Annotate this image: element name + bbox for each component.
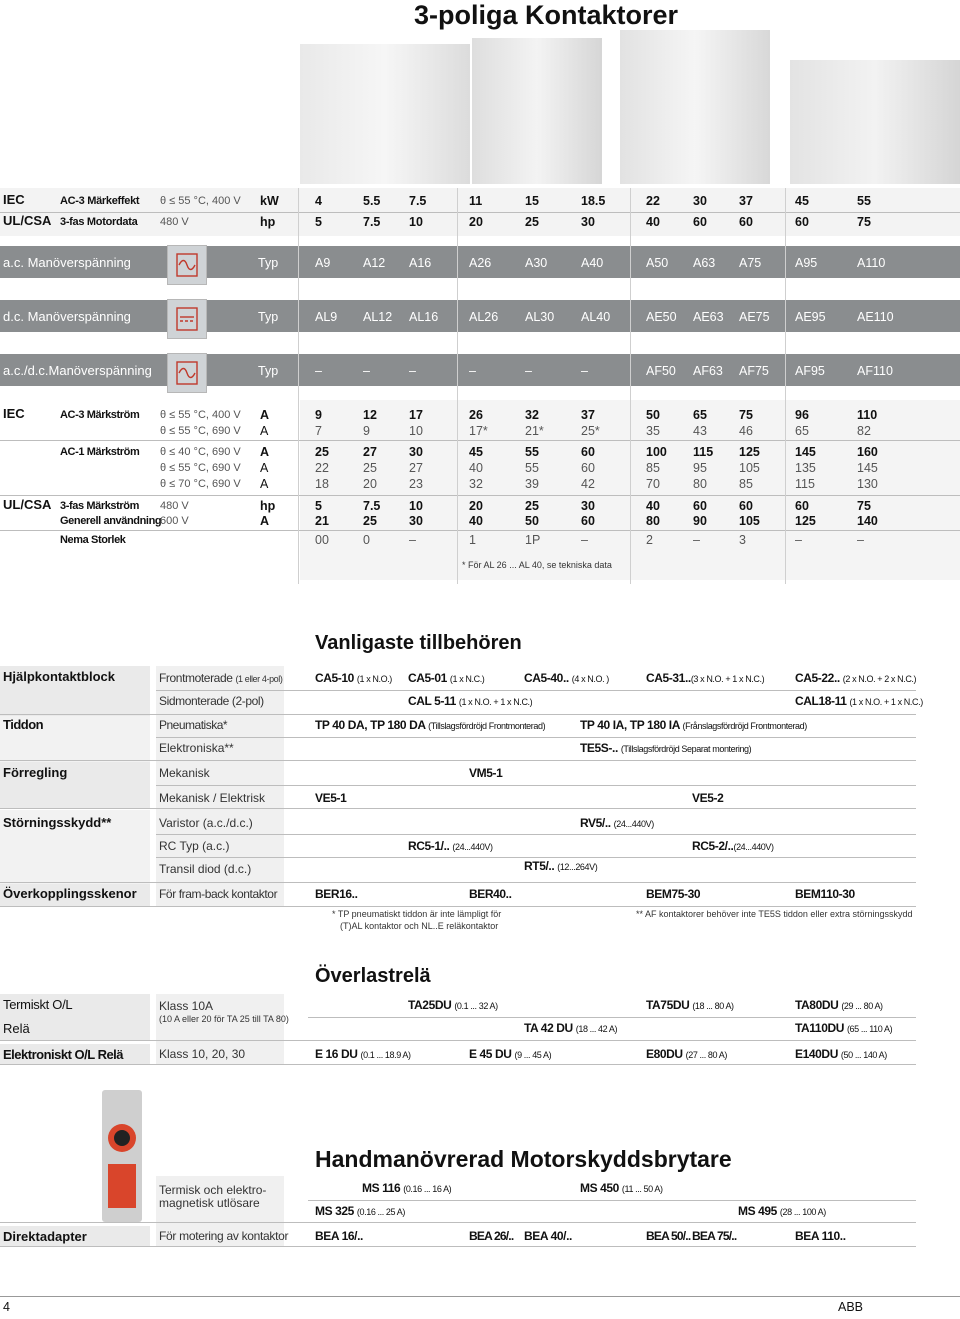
current-value: 80 — [646, 514, 660, 528]
type-value: A26 — [469, 256, 492, 270]
label-rc-typ: RC Typ (a.c.) — [159, 839, 230, 853]
type-value: AE75 — [739, 310, 770, 324]
type-value: A95 — [795, 256, 818, 270]
rating-value-ul: 75 — [857, 215, 871, 229]
current-value: 55 — [525, 445, 539, 459]
mcb-ms116: MS 116 (0.16 ... 16 A) — [362, 1181, 452, 1195]
mcb-bea40: BEA 40/.. — [524, 1229, 572, 1243]
rating-value-iec: 18.5 — [581, 194, 606, 208]
current-value: 39 — [525, 477, 539, 491]
current-value: 23 — [409, 477, 423, 491]
current-value: 105 — [739, 514, 760, 528]
current-value: 20 — [363, 477, 377, 491]
current-value: 60 — [581, 461, 595, 475]
type-value: A40 — [581, 256, 604, 270]
label-fram-back: För fram-back kontaktor — [159, 887, 278, 901]
rating-value-ul: 40 — [646, 215, 660, 229]
acc-note-tp-2: (T)AL kontaktor och NL..E reläkontaktor — [340, 921, 499, 931]
label-mekanisk: Mekanisk — [159, 766, 210, 780]
current-std: UL/CSA — [3, 497, 52, 512]
current-value: 65 — [795, 424, 809, 438]
rating-value-ul: 20 — [469, 215, 483, 229]
current-value: 26 — [469, 408, 483, 422]
label-transil: Transil diod (d.c.) — [159, 862, 252, 876]
current-value: 40 — [469, 514, 483, 528]
current-value: 50 — [646, 408, 660, 422]
current-value: 135 — [795, 461, 816, 475]
rating-value-iec: 22 — [646, 194, 660, 208]
mcb-bea50: BEA 50/.. — [646, 1229, 691, 1243]
type-value: A63 — [693, 256, 716, 270]
acc-ca5-10: CA5-10 (1 x N.O.) — [315, 671, 392, 685]
current-desc: AC-1 Märkström — [60, 446, 140, 458]
acc-cal5-11: CAL 5-11 (1 x N.O. + 1 x N.C.) — [408, 694, 533, 708]
current-value: 12 — [363, 408, 377, 422]
mcb-ms325: MS 325 (0.16 ... 25 A) — [315, 1204, 405, 1218]
current-value: 0 — [363, 533, 370, 547]
current-value: 40 — [646, 499, 660, 513]
current-value: 130 — [857, 477, 878, 491]
product-image-a95-a110 — [790, 60, 960, 184]
current-value: 30 — [409, 514, 423, 528]
current-value: 35 — [646, 424, 660, 438]
label-mekanisk-elektrisk: Mekanisk / Elektrisk — [159, 791, 266, 805]
mcb-ms450: MS 450 (11 ... 50 A) — [580, 1181, 663, 1195]
acc-ca5-22: CA5-22.. (2 x N.O. + 2 x N.C.) — [795, 671, 917, 685]
relay-klass10-20-30: Klass 10, 20, 30 — [159, 1047, 246, 1061]
current-value: 1 — [469, 533, 476, 547]
current-value: 145 — [795, 445, 816, 459]
current-value: 125 — [795, 514, 816, 528]
type-value: – — [581, 364, 588, 378]
cat-tiddon: Tiddon — [3, 717, 44, 732]
current-value: 27 — [363, 445, 377, 459]
current-value: 17* — [469, 424, 488, 438]
rating-value-iec: 30 — [693, 194, 707, 208]
mcb-bea75: BEA 75/.. — [692, 1229, 737, 1243]
page-title: 3-poliga Kontaktorer — [414, 0, 679, 30]
current-value: 42 — [581, 477, 595, 491]
type-value: AF75 — [739, 364, 769, 378]
current-cond: θ ≤ 55 °C, 690 V — [160, 462, 241, 474]
dc-coil-icon — [167, 299, 207, 339]
current-value: 25* — [581, 424, 600, 438]
label-sidmonterade: Sidmonterade (2-pol) — [159, 694, 264, 708]
current-cond: θ ≤ 55 °C, 400 V — [160, 409, 241, 421]
current-value: 145 — [857, 461, 878, 475]
rating-std-iec: IEC — [3, 192, 25, 207]
rating-unit-ul: hp — [260, 215, 276, 229]
type-value: AE95 — [795, 310, 826, 324]
cat-overkopplingsskenor: Överkopplingsskenor — [3, 886, 137, 901]
cat-hjalpkontaktblock: Hjälpkontaktblock — [3, 669, 115, 684]
current-value: 7 — [315, 424, 322, 438]
type-value: – — [363, 364, 370, 378]
rating-value-ul: 60 — [795, 215, 809, 229]
current-desc: Nema Storlek — [60, 534, 126, 546]
current-unit: A — [260, 477, 269, 491]
rating-cond-iec: θ ≤ 55 °C, 400 V — [160, 195, 241, 207]
current-value: 22 — [315, 461, 329, 475]
current-value: 60 — [795, 499, 809, 513]
current-value: 45 — [469, 445, 483, 459]
rating-value-iec: 5.5 — [363, 194, 381, 208]
type-typ-label: Typ — [258, 364, 279, 378]
relay-elektroniskt: Elektroniskt O/L Relä — [3, 1047, 124, 1062]
type-value: – — [315, 364, 322, 378]
rating-cond-ul: 480 V — [160, 216, 189, 228]
mcb-bea26: BEA 26/.. — [469, 1229, 514, 1243]
acc-bem75-30: BEM75-30 — [646, 887, 701, 901]
current-value: 125 — [739, 445, 760, 459]
rating-value-iec: 11 — [469, 194, 483, 208]
current-cond: 480 V — [160, 500, 189, 512]
current-value: 18 — [315, 477, 329, 491]
type-value: AF50 — [646, 364, 676, 378]
current-value: 55 — [525, 461, 539, 475]
current-desc: Generell användning — [60, 515, 162, 527]
rating-value-ul: 10 — [409, 215, 423, 229]
mcb-termisk: Termisk och elektro- — [159, 1183, 267, 1197]
acc-rc5-2: RC5-2/..(24...440V) — [692, 839, 774, 853]
brand-text: ABB — [838, 1300, 864, 1314]
rating-desc-ul: 3-fas Motordata — [60, 216, 138, 228]
current-value: – — [409, 533, 416, 547]
type-value: AF95 — [795, 364, 825, 378]
current-value: 32 — [525, 408, 539, 422]
label-elektroniska: Elektroniska** — [159, 741, 234, 755]
relay-ta110du: TA110DU (65 ... 110 A) — [795, 1021, 893, 1035]
relay-e140du: E140DU (50 ... 140 A) — [795, 1047, 887, 1061]
mcb-bea16: BEA 16/.. — [315, 1229, 363, 1243]
current-value: 82 — [857, 424, 871, 438]
cat-storningsskydd: Störningsskydd** — [3, 815, 112, 830]
type-value: A16 — [409, 256, 432, 270]
rating-desc-iec: AC-3 Märkeffekt — [60, 195, 140, 207]
current-value: 110 — [857, 408, 878, 422]
type-value: AE63 — [693, 310, 724, 324]
accessories-title: Vanligaste tillbehören — [315, 632, 522, 654]
relay-e80du: E80DU (27 ... 80 A) — [646, 1047, 727, 1061]
current-unit: A — [260, 408, 270, 422]
current-value: 96 — [795, 408, 809, 422]
type-value: AL16 — [409, 310, 439, 324]
rating-value-ul: 5 — [315, 215, 322, 229]
current-value: 17 — [409, 408, 423, 422]
current-value: 60 — [693, 499, 707, 513]
current-value: 25 — [363, 461, 377, 475]
current-unit: A — [260, 445, 270, 459]
relay-e16du: E 16 DU (0.1 ... 18.9 A) — [315, 1047, 411, 1061]
type-value: A9 — [315, 256, 331, 270]
current-cond: θ ≤ 55 °C, 690 V — [160, 425, 241, 437]
type-label: a.c. Manöverspänning — [3, 255, 131, 270]
rating-unit-iec: kW — [260, 194, 279, 208]
acc-rt5: RT5/.. (12...264V) — [524, 859, 598, 873]
current-value: – — [581, 533, 588, 547]
relay-termiskt: Termiskt O/L — [3, 997, 73, 1012]
type-value: A30 — [525, 256, 548, 270]
current-value: 95 — [693, 461, 707, 475]
relay-ta80du: TA80DU (29 ... 80 A) — [795, 998, 883, 1012]
current-value: 25 — [525, 499, 539, 513]
acc-te5s: TE5S-.. (Tillslagsfördröjd Separat montering) — [580, 741, 752, 755]
current-unit: A — [260, 461, 269, 475]
cat-forregling: Förregling — [3, 765, 68, 780]
current-value: 32 — [469, 477, 483, 491]
current-footnote: * För AL 26 ... AL 40, se tekniska data — [462, 560, 612, 570]
type-value: AL30 — [525, 310, 555, 324]
type-label: d.c. Manöverspänning — [3, 309, 131, 324]
product-image-a50-a75 — [620, 30, 770, 184]
current-value: 7.5 — [363, 499, 381, 513]
current-value: 5 — [315, 499, 322, 513]
current-value: 50 — [525, 514, 539, 528]
current-value: – — [795, 533, 802, 547]
type-value: AL12 — [363, 310, 393, 324]
rating-value-ul: 60 — [739, 215, 753, 229]
rating-value-iec: 37 — [739, 194, 753, 208]
current-value: 21* — [525, 424, 544, 438]
relay-klass10a-note: (10 A eller 20 för TA 25 till TA 80) — [159, 1014, 289, 1024]
current-desc: 3-fas Märkström — [60, 500, 139, 512]
current-value: 160 — [857, 445, 878, 459]
label-pneumatiska: Pneumatiska* — [159, 718, 228, 732]
current-std: IEC — [3, 406, 25, 421]
acdc-coil-icon — [167, 353, 207, 393]
type-value: AL40 — [581, 310, 611, 324]
rating-value-ul: 60 — [693, 215, 707, 229]
rating-value-iec: 55 — [857, 194, 871, 208]
acc-ber40: BER40.. — [469, 887, 512, 901]
current-value: 115 — [795, 477, 815, 491]
current-value: 65 — [693, 408, 707, 422]
label-varistor: Varistor (a.c./d.c.) — [159, 816, 253, 830]
mcb-termisk-2: magnetisk utlösare — [159, 1196, 260, 1210]
type-value: AF110 — [857, 364, 893, 378]
type-value: A110 — [857, 256, 886, 270]
current-value: 70 — [646, 477, 660, 491]
mcb-ms495: MS 495 (28 ... 100 A) — [738, 1204, 826, 1218]
current-value: 75 — [857, 499, 871, 513]
type-value: AE110 — [857, 310, 894, 324]
current-value: 60 — [581, 514, 595, 528]
current-value: 46 — [739, 424, 753, 438]
acc-bem110-30: BEM110-30 — [795, 887, 855, 901]
rating-value-iec: 15 — [525, 194, 539, 208]
relay-ta25du: TA25DU (0.1 ... 32 A) — [408, 998, 498, 1012]
type-value: AL26 — [469, 310, 499, 324]
type-value: – — [525, 364, 532, 378]
relay-ta42du: TA 42 DU (18 ... 42 A) — [524, 1021, 618, 1035]
current-value: 30 — [581, 499, 595, 513]
current-value: 9 — [315, 408, 322, 422]
acc-rc5-1: RC5-1/.. (24...440V) — [408, 839, 493, 853]
relay-klass10a: Klass 10A — [159, 999, 214, 1013]
ac-coil-icon — [167, 245, 207, 285]
type-value: – — [469, 364, 476, 378]
mcb-for-motering: För motering av kontaktor — [159, 1229, 289, 1243]
type-typ-label: Typ — [258, 310, 279, 324]
type-value: – — [409, 364, 416, 378]
type-value: A50 — [646, 256, 669, 270]
mcb-title: Handmanövrerad Motorskyddsbrytare — [315, 1146, 732, 1172]
current-value: 27 — [409, 461, 423, 475]
acc-tp40ia: TP 40 IA, TP 180 IA (Frånslagsfördröjd Frontmonterad) — [580, 718, 807, 732]
rating-value-iec: 4 — [315, 194, 322, 208]
current-value: 21 — [315, 514, 329, 528]
rating-value-ul: 7.5 — [363, 215, 381, 229]
current-value: 9 — [363, 424, 370, 438]
relay-rela: Relä — [3, 1021, 30, 1036]
acc-ve5-2: VE5-2 — [692, 791, 724, 805]
acc-ca5-31: CA5-31..(3 x N.O. + 1 x N.C.) — [646, 671, 765, 685]
mcb-direktadapter: Direktadapter — [3, 1229, 87, 1244]
current-value: 75 — [739, 408, 753, 422]
type-value: A75 — [739, 256, 762, 270]
current-value: 60 — [581, 445, 595, 459]
type-value: AF63 — [693, 364, 723, 378]
current-value: – — [693, 533, 700, 547]
current-value: 1P — [525, 533, 541, 547]
current-value: 10 — [409, 424, 423, 438]
current-value: 25 — [363, 514, 377, 528]
product-image-a26-a40 — [472, 38, 602, 184]
current-value: 40 — [469, 461, 483, 475]
current-value: 115 — [693, 445, 714, 459]
current-value: 20 — [469, 499, 483, 513]
current-value: 00 — [315, 533, 329, 547]
current-value: 85 — [739, 477, 753, 491]
rating-value-ul: 25 — [525, 215, 539, 229]
current-cond: θ ≤ 40 °C, 690 V — [160, 446, 241, 458]
acc-cal18-11: CAL18-11 (1 x N.O. + 1 x N.C.) — [795, 694, 923, 708]
rating-value-ul: 30 — [581, 215, 595, 229]
mcb-bea110: BEA 110.. — [795, 1229, 846, 1243]
current-value: 2 — [646, 533, 653, 547]
label-frontmonterade: Frontmoterade (1 eller 4-pol) — [159, 671, 283, 685]
current-value: 105 — [739, 461, 760, 475]
relay-ta75du: TA75DU (18 ... 80 A) — [646, 998, 734, 1012]
type-label: a.c./d.c.Manöverspänning — [3, 363, 152, 378]
acc-ve5-1: VE5-1 — [315, 791, 347, 805]
type-value: AL9 — [315, 310, 338, 324]
current-cond: θ ≤ 70 °C, 690 V — [160, 478, 241, 490]
product-image-a9-a40 — [300, 44, 470, 184]
current-unit: A — [260, 514, 270, 528]
current-value: 37 — [581, 408, 595, 422]
acc-ca5-40: CA5-40.. (4 x N.O. ) — [524, 671, 609, 685]
type-value: A12 — [363, 256, 386, 270]
current-value: 100 — [646, 445, 667, 459]
rating-value-iec: 7.5 — [409, 194, 427, 208]
acc-rv5: RV5/.. (24...440V) — [580, 816, 654, 830]
page-number: 4 — [3, 1300, 10, 1314]
acc-tp40da: TP 40 DA, TP 180 DA (Tillslagsfördröjd Frontmonterad) — [315, 718, 546, 732]
acc-ca5-01: CA5-01 (1 x N.C.) — [408, 671, 485, 685]
current-cond: 600 V — [160, 515, 189, 527]
current-value: – — [857, 533, 864, 547]
current-value: 10 — [409, 499, 423, 513]
current-value: 3 — [739, 533, 746, 547]
ms-breaker-image — [100, 1090, 144, 1222]
current-value: 140 — [857, 514, 878, 528]
current-desc: AC-3 Märkström — [60, 409, 140, 421]
acc-ber16: BER16.. — [315, 887, 358, 901]
rating-value-iec: 45 — [795, 194, 809, 208]
current-value: 25 — [315, 445, 329, 459]
acc-vm5-1: VM5-1 — [469, 766, 503, 780]
rating-std-ul: UL/CSA — [3, 213, 52, 228]
current-value: 85 — [646, 461, 660, 475]
current-value: 60 — [739, 499, 753, 513]
type-value: AE50 — [646, 310, 677, 324]
type-typ-label: Typ — [258, 256, 279, 270]
relay-e45du: E 45 DU (9 ... 45 A) — [469, 1047, 552, 1061]
relay-title: Överlastrelä — [315, 965, 431, 987]
current-value: 30 — [409, 445, 423, 459]
acc-note-tp: * TP pneumatiskt tiddon är inte lämpligt för — [332, 909, 502, 919]
current-value: 90 — [693, 514, 707, 528]
current-value: 43 — [693, 424, 707, 438]
current-unit: hp — [260, 499, 276, 513]
acc-note-af: ** AF kontaktorer behöver inte TE5S tiddon eller extra störningsskydd — [636, 909, 913, 919]
current-value: 80 — [693, 477, 707, 491]
current-unit: A — [260, 424, 269, 438]
